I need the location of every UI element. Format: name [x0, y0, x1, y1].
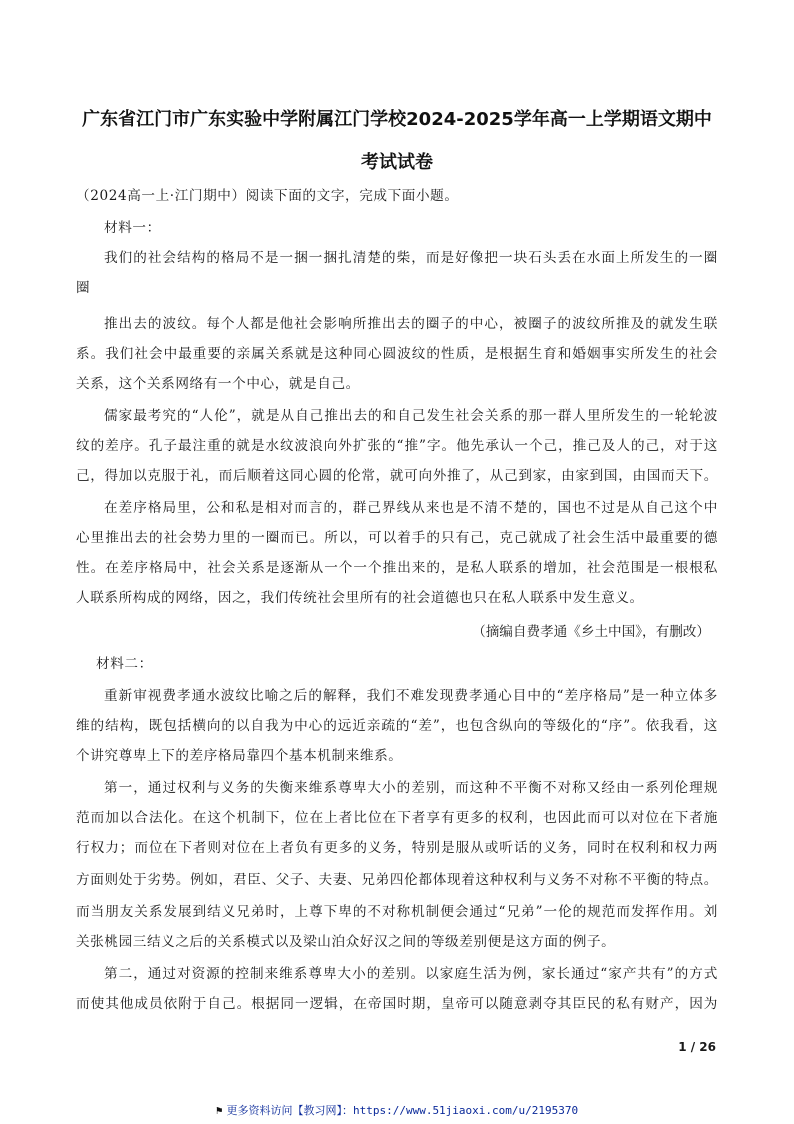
- document-title-line1: 广东省江门市广东实验中学附属江门学校2024-2025学年高一上学期语文期中: [82, 109, 712, 130]
- paragraph-line: 第一，通过权利与义务的失衡来维系尊卑大小的差别，而这种不平衡不对称又经由一系列伦理规: [104, 780, 718, 796]
- paragraph-line: 重新审视费孝通水波纹比喻之后的解释，我们不难发现费孝通心目中的“差序格局”是一种立体多: [104, 688, 718, 704]
- paragraph-line: 系。我们社会中最重要的亲属关系就是这种同心圆波纹的性质，是根据生育和婚姻事实所发生的社会: [76, 346, 718, 362]
- paragraph-line: 性。在差序格局中，社会关系是逐渐从一个一个推出来的，是私人联系的增加，社会范围是一根根私: [76, 560, 718, 576]
- page-number: 1 / 26: [678, 1040, 716, 1054]
- paragraph-line: 推出去的波纹。每个人都是他社会影响所推出去的圈子的中心，被圈子的波纹所推及的就发生联: [104, 316, 718, 332]
- paragraph-line: 行权力；而位在下者则对位在上者负有更多的义务，特别是服从或听话的义务，同时在权利和权力两: [76, 840, 718, 856]
- paragraph-line: 第二，通过对资源的控制来维系尊卑大小的差别。以家庭生活为例，家长通过“家产共有”的方式: [104, 966, 718, 982]
- paragraph-line: 关系，这个关系网络有一个中心，就是自己。: [76, 376, 360, 392]
- material-one-source: （摘编自费孝通《乡土中国》，有删改）: [472, 624, 710, 640]
- paragraph-line: 关张桃园三结义之后的关系模式以及梁山泊众好汉之间的等级差别便是这方面的例子。: [76, 934, 616, 950]
- document-title-line2: 考试试卷: [361, 152, 433, 173]
- paragraph-line: 我们的社会结构的格局不是一捆一捆扎清楚的柴，而是好像把一块石头丢在水面上所发生的一圈: [104, 250, 718, 266]
- material-two-label: 材料二：: [96, 656, 153, 672]
- material-one-label: 材料一：: [104, 220, 161, 236]
- intro-instruction: （2024高一上·江门期中）阅读下面的文字，完成下面小题。: [76, 188, 459, 204]
- paragraph-line: 而当朋友关系发展到结义兄弟时，上尊下卑的不对称机制便会通过“兄弟”一伦的规范而发挥作用。刘: [76, 904, 718, 920]
- paragraph-line: 人联系所构成的网络，因之，我们传统社会里所有的社会道德也只在私人联系中发生意义。: [76, 590, 644, 606]
- paragraph-line: 儒家最考究的“人伦”，就是从自己推出去的和自己发生社会关系的那一群人里所发生的一轮轮波: [104, 408, 718, 424]
- flag-icon: ⚑: [215, 1104, 223, 1117]
- paragraph-line: 圈: [76, 280, 91, 296]
- paragraph-line: 而使其他成员依附于自己。根据同一逻辑，在帝国时期，皇帝可以随意剥夺其臣民的私有财产，因为: [76, 996, 718, 1012]
- paragraph-line: 己，得加以克服于礼，而后顺着这同心圆的伦常，就可向外推了，从己到家，由家到国，由国而天下。: [76, 468, 718, 484]
- paragraph-line: 方面则处于劣势。例如，君臣、父子、夫妻、兄弟四伦都体现着这种权利与义务不对称不平衡的特点。: [76, 872, 718, 888]
- paragraph-line: 个讲究尊卑上下的差序格局靠四个基本机制来维系。: [76, 748, 403, 764]
- paragraph-line: 在差序格局里，公和私是相对而言的，群己界线从来也是不清不楚的，国也不过是从自己这个中: [104, 500, 718, 516]
- footer-text[interactable]: 更多资料访问【教习网】：https://www.51jiaoxi.com/u/2195370: [226, 1104, 579, 1117]
- footer-link[interactable]: [0, 1102, 794, 1118]
- paragraph-line: 维的结构，既包括横向的以自我为中心的远近亲疏的“差”，也包含纵向的等级化的“序”。依我看，这: [76, 718, 718, 734]
- paragraph-line: 范而加以合法化。在这个机制下，位在上者比位在下者享有更多的权利，也因此而可以对位在下者施: [76, 810, 718, 826]
- paragraph-line: 纹的差序。孔子最注重的就是水纹波浪向外扩张的“推”字。他先承认一个己，推己及人的己，对于这: [76, 438, 718, 454]
- paragraph-line: 心里推出去的社会势力里的一圈而已。所以，可以着手的只有己，克己就成了社会生活中最重要的德: [76, 530, 718, 546]
